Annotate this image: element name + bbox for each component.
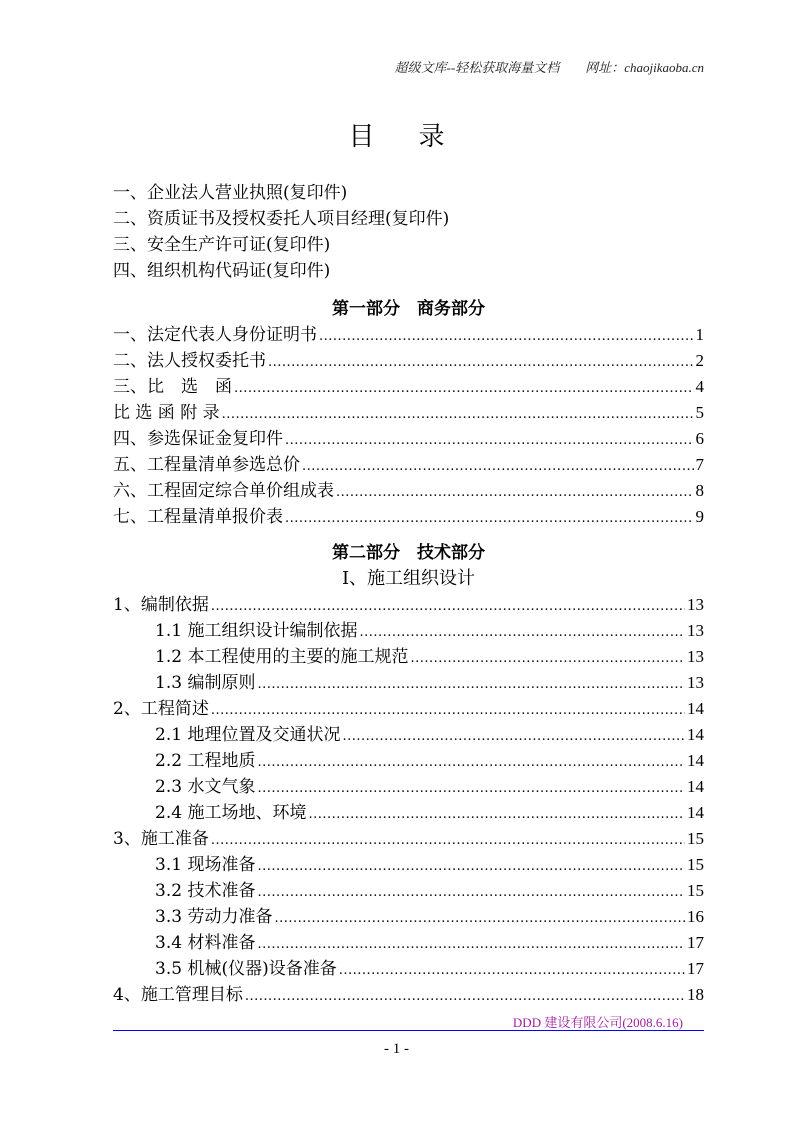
dot-leader <box>359 620 685 646</box>
toc-entry-title: 3.1 现场准备 <box>155 855 256 875</box>
toc-entry-page: 14 <box>687 803 704 822</box>
toc-entry[interactable] <box>113 618 704 644</box>
toc-entry-page: 4 <box>695 377 704 396</box>
part2-heading: 第二部分 技术部分 <box>332 543 485 563</box>
toc-entry[interactable] <box>113 348 704 374</box>
toc-entry[interactable] <box>113 426 704 452</box>
page-header <box>395 57 704 76</box>
part2-section <box>113 540 704 1008</box>
toc-entry[interactable] <box>113 592 704 618</box>
toc-entry[interactable] <box>113 774 704 800</box>
toc-entry-title: 3.2 技术准备 <box>155 881 256 901</box>
dot-leader <box>319 324 694 350</box>
toc-entry[interactable] <box>113 826 704 852</box>
part1-toc <box>113 322 704 530</box>
part2-toc <box>113 592 704 1008</box>
footer-company: DDD 建设有限公司(2008.6.16) <box>512 1015 683 1030</box>
toc-entry-title: 2.2 工程地质 <box>155 751 256 771</box>
dot-leader <box>211 698 685 724</box>
dot-leader <box>285 428 694 454</box>
toc-entry-title: 一、法定代表人身份证明书 <box>113 325 317 345</box>
toc-entry-title: 三、比 选 函 <box>113 377 232 397</box>
toc-entry-page: 13 <box>687 595 704 614</box>
toc-entry-page: 14 <box>687 777 704 796</box>
toc-entry-title: 六、工程固定综合单价组成表 <box>113 481 334 501</box>
toc-entry[interactable] <box>113 800 704 826</box>
dot-leader <box>302 454 694 480</box>
dot-leader <box>285 506 694 532</box>
toc-entry[interactable] <box>113 956 704 982</box>
dot-leader <box>257 750 685 776</box>
dot-leader <box>336 480 694 506</box>
page-number: - 1 - <box>384 1041 409 1057</box>
toc-entry-page: 17 <box>687 933 704 952</box>
intro-item: 二、资质证书及授权委托人项目经理(复印件) <box>113 209 450 229</box>
toc-entry-page: 1 <box>695 325 704 344</box>
header-left: 超级文库--轻松获取海量文档 <box>394 60 560 75</box>
toc-entry-title: 四、参选保证金复印件 <box>113 429 283 449</box>
part2-subheading: Ⅰ、施工组织设计 <box>341 568 476 589</box>
toc-entry-page: 8 <box>695 481 704 500</box>
toc-entry[interactable] <box>113 374 704 400</box>
part1-heading: 第一部分 商务部分 <box>332 299 485 319</box>
toc-entry-title: 1.3 编制原则 <box>155 673 256 693</box>
dot-leader <box>234 376 694 402</box>
toc-entry-title: 3、施工准备 <box>113 829 209 849</box>
toc-entry-title: 1、编制依据 <box>113 595 209 615</box>
dot-leader <box>257 880 685 906</box>
toc-entry[interactable] <box>113 982 704 1008</box>
toc-entry-page: 13 <box>687 673 704 692</box>
toc-entry-page: 7 <box>695 455 704 474</box>
toc-entry-title: 2.1 地理位置及交通状况 <box>155 725 341 745</box>
toc-entry-page: 6 <box>695 429 704 448</box>
dot-leader <box>211 594 685 620</box>
dot-leader <box>268 350 694 376</box>
toc-entry[interactable] <box>113 904 704 930</box>
toc-entry-title: 2.4 施工场地、环境 <box>155 803 307 823</box>
toc-entry-title: 3.5 机械(仪器)设备准备 <box>155 959 337 979</box>
dot-leader <box>257 932 685 958</box>
part1-section <box>113 296 704 530</box>
dot-leader <box>245 984 685 1010</box>
dot-leader <box>257 776 685 802</box>
toc-entry[interactable] <box>113 670 704 696</box>
toc-entry[interactable] <box>113 722 704 748</box>
intro-item: 四、组织机构代码证(复印件) <box>113 261 331 281</box>
toc-entry-page: 14 <box>687 751 704 770</box>
toc-entry-page: 18 <box>687 985 704 1004</box>
footer-rule <box>113 1030 704 1031</box>
toc-entry-page: 14 <box>687 699 704 718</box>
dot-leader <box>410 646 685 672</box>
toc-entry-title: 1.1 施工组织设计编制依据 <box>155 621 358 641</box>
toc-entry-page: 15 <box>687 829 704 848</box>
toc-entry-page: 2 <box>695 351 704 370</box>
header-url: 网址：chaojikaoba.cn <box>585 60 704 75</box>
toc-entry-page: 9 <box>695 507 704 526</box>
toc-entry[interactable] <box>113 748 704 774</box>
toc-entry[interactable] <box>113 878 704 904</box>
toc-entry-title: 七、工程量清单报价表 <box>113 507 283 527</box>
dot-leader <box>211 828 685 854</box>
toc-entry[interactable] <box>113 322 704 348</box>
toc-entry[interactable] <box>113 644 704 670</box>
toc-entry-title: 3.4 材料准备 <box>155 933 256 953</box>
toc-entry-page: 14 <box>687 725 704 744</box>
toc-entry[interactable] <box>113 696 704 722</box>
toc-entry-page: 17 <box>687 959 704 978</box>
dot-leader <box>222 402 694 428</box>
toc-entry[interactable] <box>113 504 704 530</box>
dot-leader <box>339 958 685 984</box>
page-title: 目录 <box>348 122 489 152</box>
toc-entry-title: 二、法人授权委托书 <box>113 351 266 371</box>
intro-list <box>113 180 704 284</box>
toc-entry-title: 比 选 函 附 录 <box>113 403 220 423</box>
dot-leader <box>308 802 685 828</box>
toc-entry-page: 15 <box>687 881 704 900</box>
toc-entry-title: 3.3 劳动力准备 <box>155 907 273 927</box>
toc-entry-title: 2、工程简述 <box>113 699 209 719</box>
toc-entry-title: 1.2 本工程使用的主要的施工规范 <box>155 647 409 667</box>
toc-entry-title: 2.3 水文气象 <box>155 777 256 797</box>
dot-leader <box>257 672 685 698</box>
dot-leader <box>274 906 685 932</box>
toc-entry-page: 13 <box>687 647 704 666</box>
toc-entry-page: 5 <box>695 403 704 422</box>
toc-entry-title: 五、工程量清单参选总价 <box>113 455 300 475</box>
toc-entry-title: 4、施工管理目标 <box>113 985 243 1005</box>
toc-entry[interactable] <box>113 930 704 956</box>
intro-item: 三、安全生产许可证(复印件) <box>113 235 331 255</box>
dot-leader <box>342 724 685 750</box>
dot-leader <box>257 854 685 880</box>
intro-item: 一、企业法人营业执照(复印件) <box>113 183 348 203</box>
toc-entry[interactable] <box>113 452 704 478</box>
toc-entry[interactable] <box>113 852 704 878</box>
toc-entry[interactable] <box>113 400 704 426</box>
toc-entry-page: 16 <box>687 907 704 926</box>
toc-entry[interactable] <box>113 478 704 504</box>
toc-entry-page: 13 <box>687 621 704 640</box>
toc-entry-page: 15 <box>687 855 704 874</box>
